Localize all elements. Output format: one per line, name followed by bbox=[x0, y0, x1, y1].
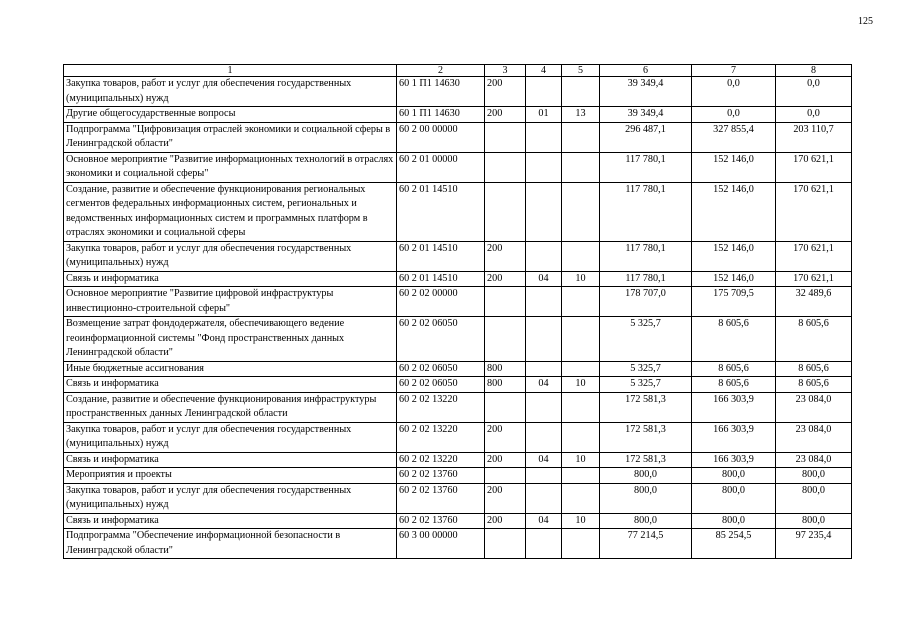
rz-cell: 04 bbox=[526, 513, 562, 529]
pr-cell bbox=[562, 241, 600, 271]
name-cell: Основное мероприятие "Развитие информационных технологий в отраслях экономики и социальной сферы" bbox=[64, 152, 397, 182]
table-row bbox=[64, 122, 852, 152]
rz-cell bbox=[526, 317, 562, 362]
vr-cell: 200 bbox=[485, 107, 526, 123]
sum-2024-cell: 170 621,1 bbox=[776, 152, 852, 182]
table-row bbox=[64, 361, 852, 377]
sum-2024-cell: 170 621,1 bbox=[776, 182, 852, 241]
name-cell: Связь и информатика bbox=[64, 513, 397, 529]
vr-cell bbox=[485, 529, 526, 559]
rz-cell: 04 bbox=[526, 377, 562, 393]
sum-2022-cell: 296 487,1 bbox=[600, 122, 692, 152]
pr-cell: 10 bbox=[562, 377, 600, 393]
vr-cell: 800 bbox=[485, 361, 526, 377]
sum-2023-cell: 800,0 bbox=[692, 468, 776, 484]
sum-2022-cell: 117 780,1 bbox=[600, 241, 692, 271]
sum-2023-cell: 166 303,9 bbox=[692, 452, 776, 468]
name-cell: Связь и информатика bbox=[64, 452, 397, 468]
header-row bbox=[64, 65, 852, 77]
sum-2023-cell: 152 146,0 bbox=[692, 152, 776, 182]
table-row bbox=[64, 77, 852, 107]
name-cell: Создание, развитие и обеспечение функционирования инфраструктуры пространственных данных Ленинградской области bbox=[64, 392, 397, 422]
pr-cell: 10 bbox=[562, 452, 600, 468]
sum-2024-cell: 0,0 bbox=[776, 77, 852, 107]
name-cell: Создание, развитие и обеспечение функционирования региональных сегментов федеральных информационных систем, региональных и ведомственных информационных систем и программных платформ в отраслях экономики и социальной сферы bbox=[64, 182, 397, 241]
pr-cell bbox=[562, 483, 600, 513]
vr-cell: 200 bbox=[485, 513, 526, 529]
header-cell: 3 bbox=[485, 65, 526, 77]
pr-cell bbox=[562, 182, 600, 241]
rz-cell bbox=[526, 529, 562, 559]
pr-cell: 10 bbox=[562, 513, 600, 529]
table-header bbox=[64, 65, 852, 77]
name-cell: Иные бюджетные ассигнования bbox=[64, 361, 397, 377]
pr-cell: 13 bbox=[562, 107, 600, 123]
name-cell: Закупка товаров, работ и услуг для обеспечения государственных (муниципальных) нужд bbox=[64, 241, 397, 271]
rz-cell: 04 bbox=[526, 452, 562, 468]
sum-2022-cell: 5 325,7 bbox=[600, 361, 692, 377]
vr-cell: 200 bbox=[485, 452, 526, 468]
pr-cell: 10 bbox=[562, 271, 600, 287]
code-cell: 60 2 02 13760 bbox=[397, 513, 485, 529]
sum-2023-cell: 800,0 bbox=[692, 483, 776, 513]
code-cell: 60 3 00 00000 bbox=[397, 529, 485, 559]
header-cell: 1 bbox=[64, 65, 397, 77]
table-row bbox=[64, 422, 852, 452]
table-row bbox=[64, 377, 852, 393]
table-body bbox=[64, 77, 852, 559]
code-cell: 60 2 02 13220 bbox=[397, 392, 485, 422]
pr-cell bbox=[562, 77, 600, 107]
rz-cell bbox=[526, 241, 562, 271]
sum-2024-cell: 23 084,0 bbox=[776, 392, 852, 422]
pr-cell bbox=[562, 152, 600, 182]
sum-2023-cell: 8 605,6 bbox=[692, 317, 776, 362]
name-cell: Подпрограмма "Обеспечение информационной безопасности в Ленинградской области" bbox=[64, 529, 397, 559]
code-cell: 60 2 01 14510 bbox=[397, 241, 485, 271]
sum-2022-cell: 172 581,3 bbox=[600, 392, 692, 422]
sum-2024-cell: 800,0 bbox=[776, 513, 852, 529]
rz-cell bbox=[526, 468, 562, 484]
vr-cell bbox=[485, 122, 526, 152]
sum-2022-cell: 172 581,3 bbox=[600, 422, 692, 452]
sum-2024-cell: 32 489,6 bbox=[776, 287, 852, 317]
pr-cell bbox=[562, 392, 600, 422]
sum-2023-cell: 0,0 bbox=[692, 107, 776, 123]
sum-2023-cell: 152 146,0 bbox=[692, 182, 776, 241]
vr-cell bbox=[485, 152, 526, 182]
sum-2022-cell: 117 780,1 bbox=[600, 152, 692, 182]
header-cell: 2 bbox=[397, 65, 485, 77]
sum-2022-cell: 800,0 bbox=[600, 483, 692, 513]
code-cell: 60 1 П1 14630 bbox=[397, 107, 485, 123]
vr-cell bbox=[485, 287, 526, 317]
code-cell: 60 2 01 00000 bbox=[397, 152, 485, 182]
rz-cell bbox=[526, 483, 562, 513]
pr-cell bbox=[562, 317, 600, 362]
table-row bbox=[64, 529, 852, 559]
name-cell: Закупка товаров, работ и услуг для обеспечения государственных (муниципальных) нужд bbox=[64, 422, 397, 452]
pr-cell bbox=[562, 122, 600, 152]
sum-2022-cell: 172 581,3 bbox=[600, 452, 692, 468]
sum-2024-cell: 23 084,0 bbox=[776, 452, 852, 468]
table-row bbox=[64, 468, 852, 484]
rz-cell bbox=[526, 287, 562, 317]
rz-cell bbox=[526, 182, 562, 241]
header-cell: 5 bbox=[562, 65, 600, 77]
sum-2023-cell: 8 605,6 bbox=[692, 361, 776, 377]
name-cell: Другие общегосударственные вопросы bbox=[64, 107, 397, 123]
header-cell: 4 bbox=[526, 65, 562, 77]
sum-2023-cell: 800,0 bbox=[692, 513, 776, 529]
sum-2023-cell: 152 146,0 bbox=[692, 271, 776, 287]
sum-2024-cell: 170 621,1 bbox=[776, 271, 852, 287]
sum-2024-cell: 203 110,7 bbox=[776, 122, 852, 152]
code-cell: 60 2 02 13760 bbox=[397, 483, 485, 513]
pr-cell bbox=[562, 287, 600, 317]
table-row bbox=[64, 513, 852, 529]
vr-cell bbox=[485, 392, 526, 422]
name-cell: Мероприятия и проекты bbox=[64, 468, 397, 484]
vr-cell: 200 bbox=[485, 241, 526, 271]
sum-2023-cell: 85 254,5 bbox=[692, 529, 776, 559]
sum-2024-cell: 0,0 bbox=[776, 107, 852, 123]
sum-2022-cell: 39 349,4 bbox=[600, 77, 692, 107]
sum-2023-cell: 166 303,9 bbox=[692, 422, 776, 452]
name-cell: Связь и информатика bbox=[64, 271, 397, 287]
rz-cell: 01 bbox=[526, 107, 562, 123]
table-row bbox=[64, 241, 852, 271]
sum-2022-cell: 39 349,4 bbox=[600, 107, 692, 123]
table-row bbox=[64, 182, 852, 241]
sum-2023-cell: 175 709,5 bbox=[692, 287, 776, 317]
page-number: 125 bbox=[858, 16, 873, 27]
rz-cell bbox=[526, 392, 562, 422]
sum-2024-cell: 8 605,6 bbox=[776, 377, 852, 393]
sum-2023-cell: 166 303,9 bbox=[692, 392, 776, 422]
rz-cell bbox=[526, 122, 562, 152]
name-cell: Закупка товаров, работ и услуг для обеспечения государственных (муниципальных) нужд bbox=[64, 77, 397, 107]
vr-cell: 200 bbox=[485, 422, 526, 452]
sum-2022-cell: 178 707,0 bbox=[600, 287, 692, 317]
sum-2022-cell: 800,0 bbox=[600, 513, 692, 529]
table-row bbox=[64, 392, 852, 422]
vr-cell bbox=[485, 317, 526, 362]
table-row bbox=[64, 152, 852, 182]
name-cell: Возмещение затрат фондодержателя, обеспечивающего ведение геоинформационной системы "Фонд пространственных данных Ленинградской области" bbox=[64, 317, 397, 362]
sum-2024-cell: 800,0 bbox=[776, 468, 852, 484]
pr-cell bbox=[562, 361, 600, 377]
budget-table bbox=[63, 64, 852, 559]
table-row bbox=[64, 483, 852, 513]
code-cell: 60 2 02 13220 bbox=[397, 452, 485, 468]
sum-2022-cell: 800,0 bbox=[600, 468, 692, 484]
code-cell: 60 1 П1 14630 bbox=[397, 77, 485, 107]
sum-2023-cell: 152 146,0 bbox=[692, 241, 776, 271]
code-cell: 60 2 00 00000 bbox=[397, 122, 485, 152]
vr-cell: 200 bbox=[485, 483, 526, 513]
vr-cell: 800 bbox=[485, 377, 526, 393]
name-cell: Подпрограмма "Цифровизация отраслей экономики и социальной сферы в Ленинградской области" bbox=[64, 122, 397, 152]
table-row bbox=[64, 271, 852, 287]
code-cell: 60 2 02 00000 bbox=[397, 287, 485, 317]
sum-2024-cell: 800,0 bbox=[776, 483, 852, 513]
pr-cell bbox=[562, 422, 600, 452]
code-cell: 60 2 02 06050 bbox=[397, 317, 485, 362]
code-cell: 60 2 02 13760 bbox=[397, 468, 485, 484]
sum-2022-cell: 77 214,5 bbox=[600, 529, 692, 559]
header-cell: 8 bbox=[776, 65, 852, 77]
sum-2024-cell: 8 605,6 bbox=[776, 361, 852, 377]
table-row bbox=[64, 452, 852, 468]
sum-2023-cell: 0,0 bbox=[692, 77, 776, 107]
code-cell: 60 2 01 14510 bbox=[397, 271, 485, 287]
code-cell: 60 2 02 06050 bbox=[397, 361, 485, 377]
vr-cell: 200 bbox=[485, 271, 526, 287]
table-row bbox=[64, 317, 852, 362]
rz-cell bbox=[526, 422, 562, 452]
sum-2022-cell: 5 325,7 bbox=[600, 377, 692, 393]
vr-cell bbox=[485, 182, 526, 241]
code-cell: 60 2 02 13220 bbox=[397, 422, 485, 452]
rz-cell bbox=[526, 361, 562, 377]
sum-2022-cell: 117 780,1 bbox=[600, 271, 692, 287]
pr-cell bbox=[562, 529, 600, 559]
name-cell: Основное мероприятие "Развитие цифровой инфраструктуры инвестиционно-строительной сферы" bbox=[64, 287, 397, 317]
pr-cell bbox=[562, 468, 600, 484]
vr-cell bbox=[485, 468, 526, 484]
sum-2022-cell: 5 325,7 bbox=[600, 317, 692, 362]
sum-2024-cell: 97 235,4 bbox=[776, 529, 852, 559]
code-cell: 60 2 01 14510 bbox=[397, 182, 485, 241]
sum-2024-cell: 23 084,0 bbox=[776, 422, 852, 452]
rz-cell bbox=[526, 77, 562, 107]
sum-2024-cell: 8 605,6 bbox=[776, 317, 852, 362]
header-cell: 7 bbox=[692, 65, 776, 77]
name-cell: Связь и информатика bbox=[64, 377, 397, 393]
sum-2023-cell: 8 605,6 bbox=[692, 377, 776, 393]
sum-2023-cell: 327 855,4 bbox=[692, 122, 776, 152]
sum-2024-cell: 170 621,1 bbox=[776, 241, 852, 271]
name-cell: Закупка товаров, работ и услуг для обеспечения государственных (муниципальных) нужд bbox=[64, 483, 397, 513]
sum-2022-cell: 117 780,1 bbox=[600, 182, 692, 241]
rz-cell bbox=[526, 152, 562, 182]
table-row bbox=[64, 107, 852, 123]
header-cell: 6 bbox=[600, 65, 692, 77]
rz-cell: 04 bbox=[526, 271, 562, 287]
table-row bbox=[64, 287, 852, 317]
code-cell: 60 2 02 06050 bbox=[397, 377, 485, 393]
vr-cell: 200 bbox=[485, 77, 526, 107]
